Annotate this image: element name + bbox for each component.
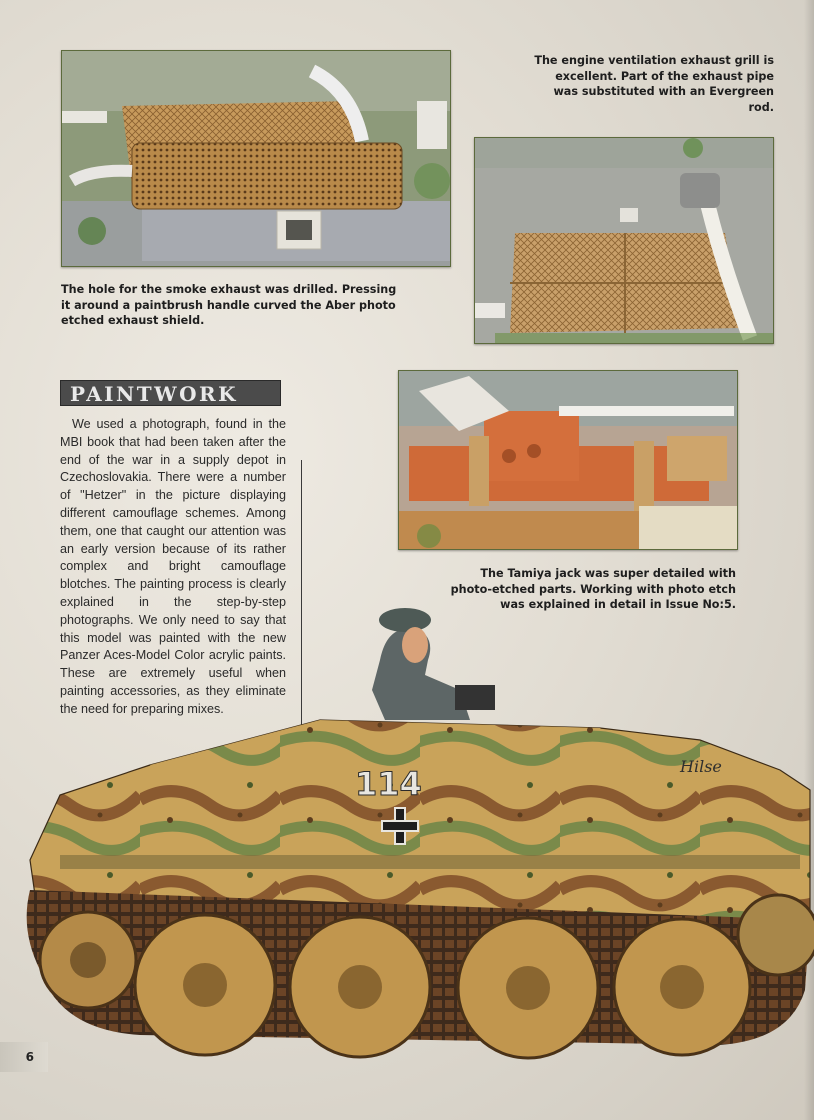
photo-exhaust-grill (474, 137, 774, 344)
caption-tamiya-jack: The Tamiya jack was super detailed with photo-etched parts. Working with photo etch was explained in detail in Issue No:5. (450, 567, 736, 611)
commander-signature: Hilse (680, 757, 722, 776)
photo-exhaust-shield (61, 50, 451, 267)
paintwork-body-text: We used a photograph, found in the MBI book that had been taken after the end of the war in a supply depot in Czechoslovakia. There were a number of "Hetzer" in the picture displaying different camouflage schemes. Among them, one that caught our attention was an early version because of its rather complex and bright camouflage blotches. The painting process is clearly explained in the step-by-step photographs. We only need to say that this model was painted with the new Panzer Aces-Model Color acrylic paints. These are extremely useful when painting accessories, as they eliminate the need for preparing mixes. (60, 417, 286, 716)
caption-smoke-exhaust: The hole for the smoke exhaust was drilled. Pressing it around a paintbrush handle curved the Aber photo etched exhaust shield. (61, 283, 397, 327)
page-number: 6 (0, 1042, 48, 1072)
hull-number-marking: 114 (355, 765, 422, 803)
photo-tamiya-jack (398, 370, 738, 550)
section-heading-paintwork: PAINTWORK (60, 380, 281, 406)
hetzer-model-photo (0, 590, 814, 1070)
caption-exhaust-grill: The engine ventilation exhaust grill is excellent. Part of the exhaust pipe was substituted with an Evergreen rod. (534, 54, 774, 114)
